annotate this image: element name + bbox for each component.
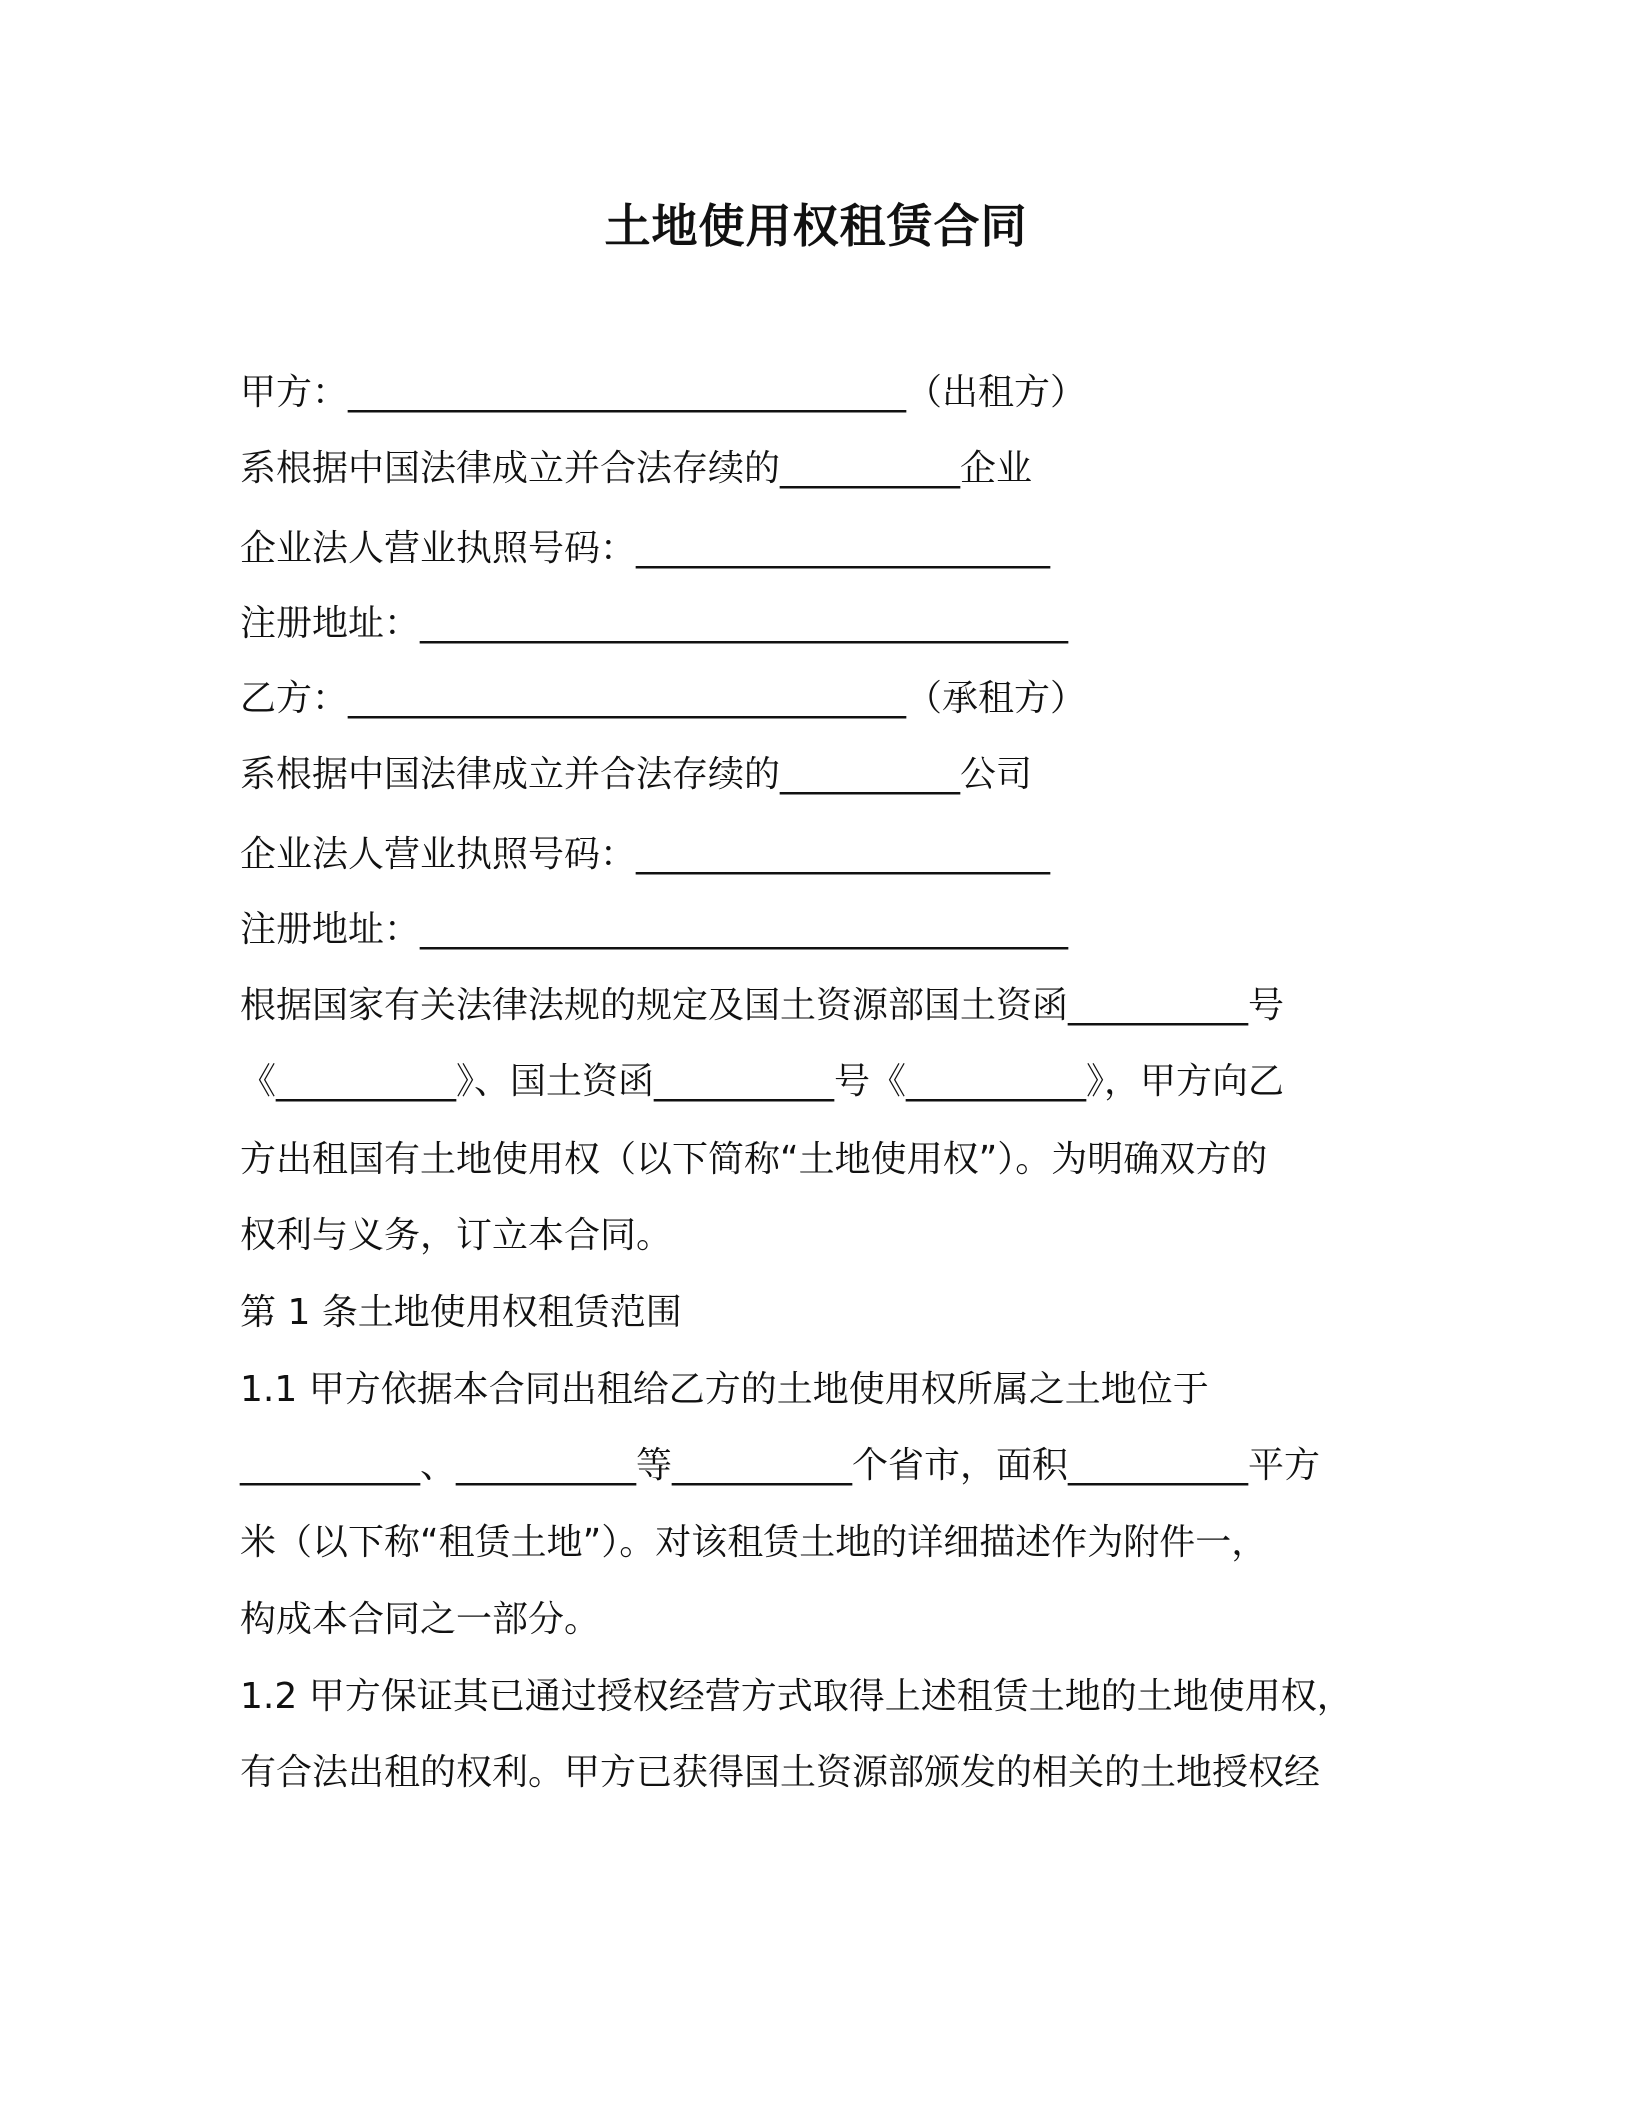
party-a-line: 甲方：_______________________________（出租方）	[240, 372, 1087, 413]
preamble-line-4: 权利与义务，订立本合同。	[240, 1215, 673, 1256]
clause-1-1-line-4: 构成本合同之一部分。	[240, 1599, 601, 1640]
party-b-address-line: 注册地址：____________________________________	[240, 909, 1069, 950]
document-title: 土地使用权租赁合同	[604, 199, 1028, 253]
party-b-license-line: 企业法人营业执照号码：_______________________	[240, 834, 1051, 875]
clause-1-1-line-2: __________、__________等__________个省市，面积__________平方	[240, 1445, 1321, 1486]
party-b-line: 乙方：_______________________________（承租方）	[240, 678, 1087, 719]
article-1-heading: 第 1 条土地使用权租赁范围	[240, 1292, 682, 1333]
party-a-type-line: 系根据中国法律成立并合法存续的__________企业	[240, 448, 1033, 489]
preamble-line-3: 方出租国有土地使用权（以下简称“土地使用权”）。为明确双方的	[240, 1139, 1268, 1180]
clause-1-2-line-2: 有合法出租的权利。甲方已获得国土资源部颁发的相关的土地授权经	[240, 1752, 1321, 1793]
party-a-address-line: 注册地址：____________________________________	[240, 603, 1069, 644]
clause-1-1-line-1: 1.1 甲方依据本合同出租给乙方的土地使用权所属之土地位于	[240, 1369, 1209, 1410]
party-a-license-line: 企业法人营业执照号码：_______________________	[240, 528, 1051, 569]
party-b-type-line: 系根据中国法律成立并合法存续的__________公司	[240, 754, 1033, 795]
preamble-line-2: 《__________》、国土资函__________号《__________》，甲方向乙	[240, 1061, 1285, 1102]
clause-1-1-line-3: 米（以下称“租赁土地”）。对该租赁土地的详细描述作为附件一，	[240, 1522, 1268, 1563]
clause-1-2-line-1: 1.2 甲方保证其已通过授权经营方式取得上述租赁土地的土地使用权，	[240, 1676, 1353, 1717]
preamble-line-1: 根据国家有关法律法规的规定及国土资源部国土资函__________号	[240, 985, 1285, 1026]
